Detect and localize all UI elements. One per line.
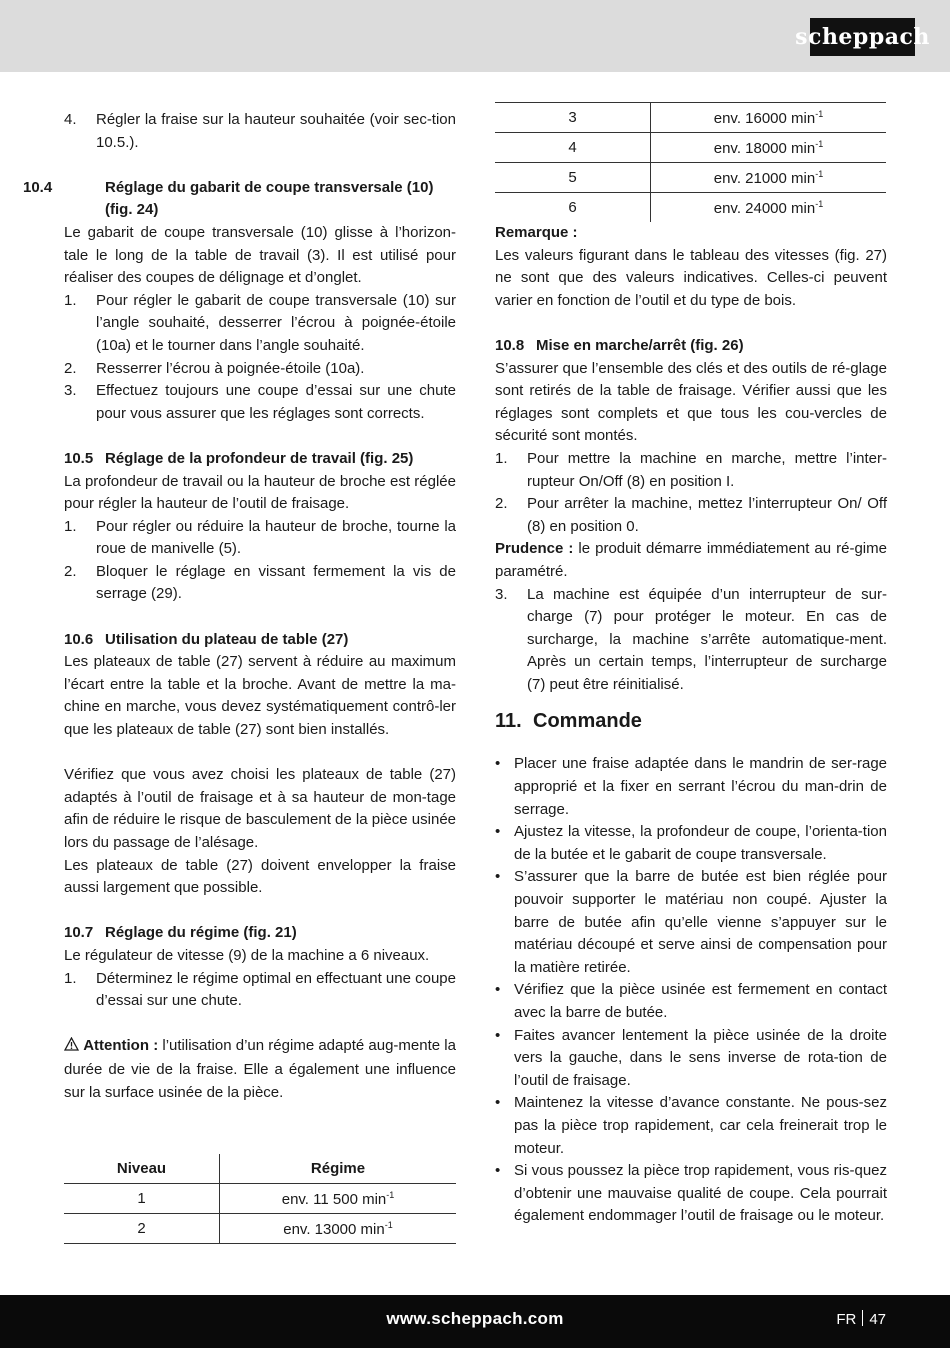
section-heading-10-7: 10.7 Réglage du régime (fig. 21) (64, 924, 297, 942)
remark-label: Remarque : (495, 224, 578, 241)
bullet-item: • Placer une fraise adaptée dans le mandrin de ser-rage approprié et la fixer en serrant l’écrou du man-drin de serrage. (495, 755, 887, 818)
section-heading-10-5: 10.5 Réglage de la profondeur de travail (fig. 25) (64, 449, 414, 467)
section-heading-11: 11. Commande (495, 710, 642, 733)
brand-logo: scheppach (810, 18, 915, 56)
section-heading-10-8: 10.8 Mise en marche/arrêt (fig. 26) (495, 336, 744, 354)
speed-cell: env. 24000 $\min^{-1}$ (713, 198, 824, 217)
speed-cell: env. 21000 $\min^{-1}$ (713, 168, 824, 187)
table-row (495, 163, 886, 193)
list-item: 1. Déterminez le régime optimal en effectuant une coupe d’essai sur une chute. (64, 969, 456, 1010)
bullet-item: • Maintenez la vitesse d’avance constante. Ne pous-sez pas la pièce trop rapidement, car cela freinerait trop le moteur. (495, 1094, 887, 1157)
list-item: 2. Resserrer l’écrou à poignée-étoile (10a). (64, 359, 365, 377)
table-row (495, 133, 886, 163)
bullet-item: • Ajustez la vitesse, la profondeur de coupe, l’orienta-tion de la butée et le gabarit de coupe transversale. (495, 823, 887, 863)
bullet-item: • Faites avancer lentement la pièce usinée de la droite vers la gauche, dans le sens inverse de rota-tion de l’outil de fraisage. (495, 1026, 887, 1089)
list-item: 2. Bloquer le réglage en vissant fermement la vis de serrage (29). (64, 562, 456, 603)
attention-note: Attention : l’utilisation d’un régime adapté aug-mente la durée de vie de la fraise. Elle a également une influence sur la surface usinée de la pièce. (64, 1037, 456, 1101)
paragraph: Le régulateur de vitesse (9) de la machine a 6 niveaux. (64, 946, 430, 964)
paragraph: La profondeur de travail ou la hauteur de broche est réglée pour régler la hauteur de l’outil de fraisage. (64, 472, 456, 513)
speed-cell: env. 13000 $\min^{-1}$ (283, 1219, 393, 1238)
page-indicator (836, 1310, 886, 1328)
list-item: 2. Pour arrêter la machine, mettez l’interrupteur On/ Off (8) en position 0. (495, 495, 887, 535)
list-item: 4. Régler la fraise sur la hauteur souhaitée (voir sec-tion 10.5.). (64, 111, 456, 151)
paragraph: Les valeurs figurant dans le tableau des vitesses (fig. 27) ne sont que des valeurs indicatives. Celles-ci peuvent varier en fonction de l’outil et du type de bois. (495, 246, 887, 309)
speed-cell: env. 18000 $\min^{-1}$ (713, 138, 824, 157)
speed-table (64, 1154, 456, 1244)
level-cell: 1 (64, 1184, 220, 1214)
section-heading-10-6: 10.6 Utilisation du plateau de table (27) (64, 630, 349, 648)
header-bar (0, 0, 950, 72)
level-cell: 5 (495, 163, 651, 193)
paragraph: Les plateaux de table (27) doivent envelopper la fraise aussi largement que possible. (64, 856, 456, 897)
table-row (495, 103, 886, 133)
website-link[interactable]: www.scheppach.com (386, 1309, 564, 1328)
speed-table-continued (495, 102, 886, 222)
page-number: 47 (869, 1311, 886, 1328)
caution-note: Prudence : le produit démarre immédiatement au ré-gime paramétré. (495, 540, 887, 580)
section-heading-10-4: 10.4 Réglage du gabarit de coupe transversale (10) (fig. 24) (23, 178, 434, 219)
left-column (23, 109, 456, 1104)
footer-bar (0, 1295, 950, 1348)
table-row (495, 193, 886, 223)
table-row (64, 1214, 456, 1244)
bullet-item: • Vérifiez que la pièce usinée est fermement en contact avec la barre de butée. (495, 981, 887, 1021)
speed-cell: env. 11 500 $\min^{-1}$ (281, 1189, 395, 1208)
table-row (64, 1184, 456, 1214)
paragraph: Vérifiez que vous avez choisi les plateaux de table (27) adaptés à l’outil de fraisage et à sa hauteur de mon-tage afin de réduire le risque de basculement de la pièce usinée lors du passage de l’alésage. (64, 766, 456, 851)
list-item: 3. Effectuez toujours une coupe d’essai sur une chute pour vous assurer que les réglages sont corrects. (64, 382, 456, 422)
table-header-speed: Régime (310, 1160, 366, 1177)
bullet-item: • Si vous poussez la pièce trop rapidement, vous ris-quez d’obtenir une mauvaise qualité de coupe. Cela pourrait également endommager l’outil de fraisage ou le moteur. (495, 1162, 887, 1225)
level-cell: 6 (495, 193, 651, 223)
paragraph: S’assurer que l’ensemble des clés et des outils de ré-glage sont retirés de la table de fraisage. Vérifier aussi que les réglages sont complets et que tous les cou-vercles de sécurité sont montés. (495, 359, 887, 445)
level-cell: 4 (495, 133, 651, 163)
list-item: 1. Pour mettre la machine en marche, mettre l’inter-rupteur On/Off (8) en position I. (495, 449, 887, 490)
language-code: FR (836, 1311, 857, 1328)
level-cell: 2 (64, 1214, 220, 1244)
warning-triangle-icon (64, 1036, 79, 1059)
list-item: 1. Pour régler le gabarit de coupe transversale (10) sur l’angle souhaité, desserrer l’écrou à poignée-étoile (10a) et le tourner dans l’angle souhaité. (64, 291, 456, 354)
table-header-level: Niveau (64, 1154, 220, 1184)
bullet-item: • S’assurer que la barre de butée est bien réglée pour pouvoir supporter le matériau non coupé. Ajuster la barre de butée afin qu’elle vienne s’appuyer sur le matériau découpé et serve ainsi de compensation pour la matière retirée. (495, 868, 887, 976)
right-column (495, 222, 887, 1228)
list-item: 1. Pour régler ou réduire la hauteur de broche, tourne la roue de manivelle (5). (64, 517, 456, 558)
list-item: 3. La machine est équipée d’un interrupteur de sur-charge (7) pour protéger le moteur. En cas de surcharge, la machine s’arrête automatique-ment. Après un certain temps, l’interrupteur de surcharge (7) peut être réinitialisé. (495, 585, 887, 693)
paragraph: Les plateaux de table (27) servent à réduire au maximum l’écart entre la table et la broche. Avant de mettre la ma-chine en marche, vous devez systématiquement contrô-ler que les plateaux de table (27) sont bien installés. (64, 653, 456, 739)
speed-cell: env. 16000 $\min^{-1}$ (713, 108, 824, 127)
level-cell: 3 (495, 103, 651, 133)
paragraph: Le gabarit de coupe transversale (10) glisse à l’horizon-tale le long de la table de travail (3). Il est utilisé pour réaliser des coupes de délignage et d’onglet. (64, 223, 456, 287)
